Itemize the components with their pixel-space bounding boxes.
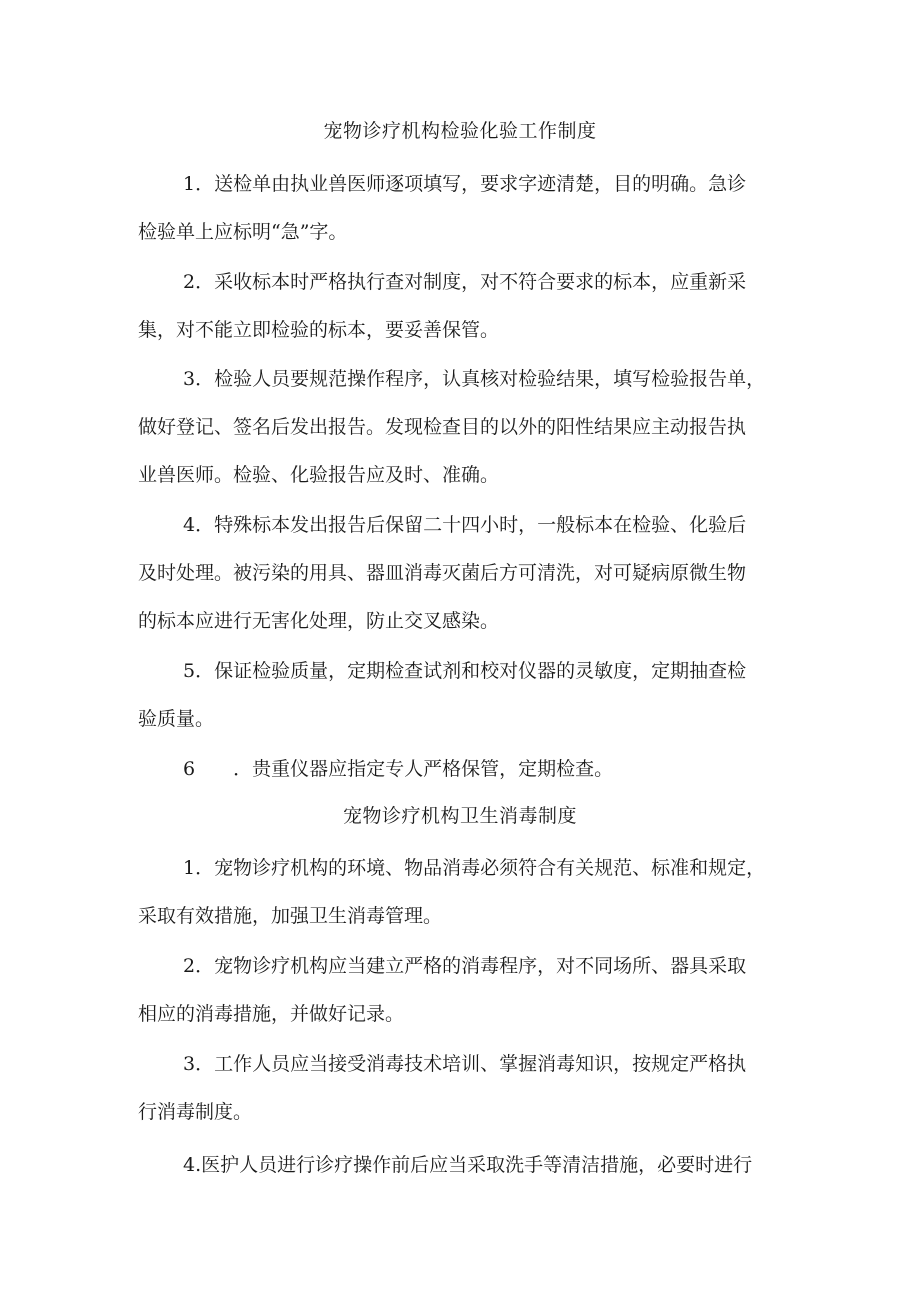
section2-item3-line1: 3．工作人员应当接受消毒技术培训、掌握消毒知识，按规定严格执 [183,1053,747,1075]
section1-item2-line2: 集，对不能立即检验的标本，要妥善保管。 [138,319,500,341]
section1-item2-line1: 2．采收标本时严格执行查对制度，对不符合要求的标本，应重新采 [183,271,747,293]
section1-item5-line1: 5．保证检验质量，定期检查试剂和校对仪器的灵敏度，定期抽查检 [183,660,747,682]
section2-item4-line1: 4.医护人员进行诊疗操作前后应当采取洗手等清洁措施，必要时进行 [183,1154,753,1176]
section1-item4-line1: 4．特殊标本发出报告后保留二十四小时，一般标本在检验、化验后 [183,514,747,536]
section1-title: 宠物诊疗机构检验化验工作制度 [323,120,597,142]
section2-title: 宠物诊疗机构卫生消毒制度 [342,805,577,827]
section1-item1-line2: 检验单上应标明“急”字。 [138,221,348,243]
section1-item3-line2: 做好登记、签名后发出报告。发现检查目的以外的阳性结果应主动报告执 [138,416,747,438]
section1-item1-line1: 1．送检单由执业兽医师逐项填写，要求字迹清楚，目的明确。急诊 [183,173,747,195]
section1-item3-line1: 3．检验人员要规范操作程序，认真核对检验结果，填写检验报告单， [183,368,766,390]
section2-item1-line1: 1．宠物诊疗机构的环境、物品消毒必须符合有关规范、标准和规定， [183,857,766,879]
section1-item3-line3: 业兽医师。检验、化验报告应及时、准确。 [138,464,500,486]
section1-item4-line2: 及时处理。被污染的用具、器皿消毒灭菌后方可清洗，对可疑病原微生物 [138,562,747,584]
section2-item3-line2: 行消毒制度。 [138,1101,253,1123]
section2-item2-line1: 2．宠物诊疗机构应当建立严格的消毒程序，对不同场所、器具采取 [183,955,747,977]
section2-item1-line2: 采取有效措施，加强卫生消毒管理。 [138,905,443,927]
section2-item2-line2: 相应的消毒措施，并做好记录。 [138,1003,405,1025]
section1-item6-line1: 6 ．贵重仪器应指定专人严格保管，定期检查。 [183,758,614,780]
section1-item4-line3: 的标本应进行无害化处理，防止交叉感染。 [138,610,500,632]
section1-item5-line2: 验质量。 [138,708,215,730]
